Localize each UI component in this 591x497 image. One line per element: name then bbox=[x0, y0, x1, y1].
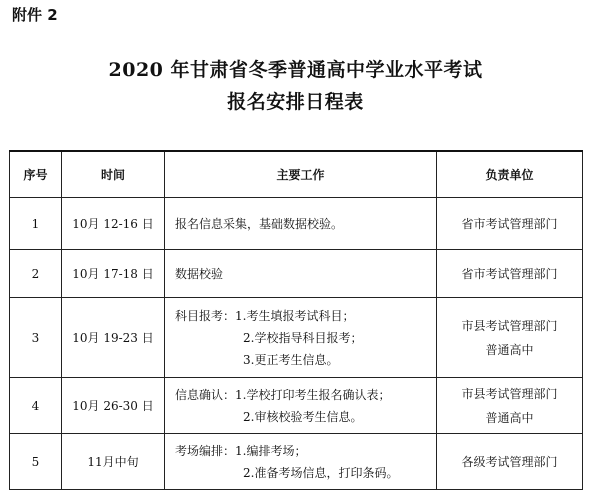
header-work: 主要工作 bbox=[165, 151, 437, 198]
table-row bbox=[10, 434, 583, 490]
unit-line: 普通高中 bbox=[485, 342, 534, 357]
work-line: 3.更正考生信息。 bbox=[243, 352, 339, 367]
work-line: 数据校验 bbox=[175, 266, 224, 281]
work-line: 2.准备考场信息，打印条码。 bbox=[243, 465, 399, 480]
table-row bbox=[10, 298, 583, 378]
work-line bbox=[175, 440, 436, 462]
attachment-label: 附件 2 bbox=[12, 6, 58, 24]
work-item: 1.学校打印考生报名确认表； bbox=[235, 387, 391, 402]
work-item: 1.考生填报考试科目； bbox=[235, 308, 355, 323]
unit-line: 市县考试管理部门 bbox=[461, 318, 558, 333]
unit-line: 普通高中 bbox=[485, 410, 534, 425]
unit-line: 各级考试管理部门 bbox=[461, 454, 558, 469]
row-unit bbox=[437, 250, 583, 298]
row-no: 2 bbox=[10, 250, 62, 298]
row-work bbox=[165, 378, 437, 434]
row-work bbox=[165, 434, 437, 490]
table-row bbox=[10, 378, 583, 434]
row-no: 5 bbox=[10, 434, 62, 490]
work-prefix: 信息确认： bbox=[175, 387, 236, 402]
row-work bbox=[165, 250, 437, 298]
work-line: 2.学校指导科目报考； bbox=[243, 330, 363, 345]
header-time: 时间 bbox=[62, 151, 165, 198]
row-time: 10月 26-30 日 bbox=[62, 378, 165, 434]
row-time: 11月中旬 bbox=[62, 434, 165, 490]
row-no: 3 bbox=[10, 298, 62, 378]
row-unit bbox=[437, 298, 583, 378]
unit-line: 省市考试管理部门 bbox=[461, 266, 558, 281]
row-time: 10月 12-16 日 bbox=[62, 198, 165, 250]
table-header-row bbox=[10, 151, 583, 198]
work-prefix: 考场编排： bbox=[175, 443, 236, 458]
row-work bbox=[165, 298, 437, 378]
table-row bbox=[10, 250, 583, 298]
row-unit bbox=[437, 434, 583, 490]
work-line: 2.审核校验考生信息。 bbox=[243, 409, 363, 424]
work-item: 1.编排考场； bbox=[235, 443, 307, 458]
table-row bbox=[10, 198, 583, 250]
work-line: 报名信息采集，基础数据校验。 bbox=[175, 216, 344, 231]
document-subtitle: 报名安排日程表 bbox=[227, 91, 364, 113]
row-no: 1 bbox=[10, 198, 62, 250]
header-no: 序号 bbox=[10, 151, 62, 198]
row-time: 10月 17-18 日 bbox=[62, 250, 165, 298]
row-time: 10月 19-23 日 bbox=[62, 298, 165, 378]
row-unit bbox=[437, 198, 583, 250]
unit-line: 省市考试管理部门 bbox=[461, 216, 558, 231]
row-work bbox=[165, 198, 437, 250]
work-line bbox=[175, 305, 436, 327]
unit-line: 市县考试管理部门 bbox=[461, 386, 558, 401]
work-line bbox=[175, 384, 436, 406]
schedule-table bbox=[9, 150, 583, 490]
row-no: 4 bbox=[10, 378, 62, 434]
row-unit bbox=[437, 378, 583, 434]
work-prefix: 科目报考： bbox=[175, 308, 236, 323]
document-title: 2020 年甘肃省冬季普通高中学业水平考试 bbox=[108, 59, 483, 81]
header-unit: 负责单位 bbox=[437, 151, 583, 198]
